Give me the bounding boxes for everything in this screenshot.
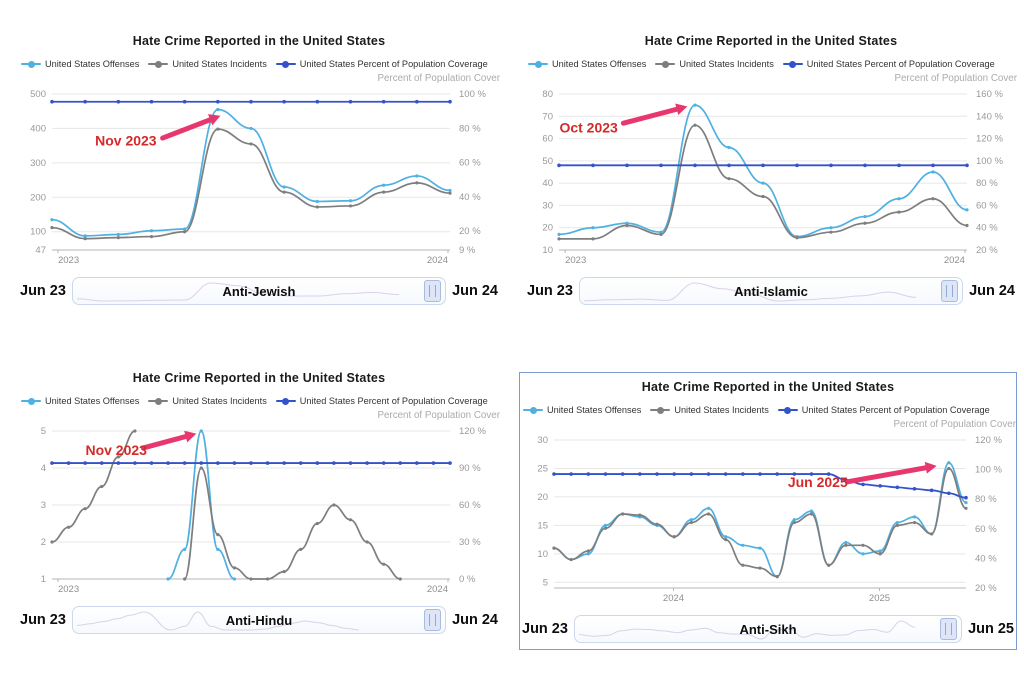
svg-text:80 %: 80 % <box>975 494 997 506</box>
right-axis-title: Percent of Population Cover <box>893 419 1016 430</box>
svg-text:120 %: 120 % <box>975 435 1002 446</box>
svg-text:80 %: 80 % <box>459 123 481 135</box>
svg-text:2024: 2024 <box>426 584 449 595</box>
legend-item-incidents[interactable] <box>650 405 768 415</box>
chart-legend <box>520 405 1016 415</box>
svg-text:200: 200 <box>30 192 46 204</box>
chart-legend <box>525 59 1017 69</box>
svg-text:25: 25 <box>537 463 548 475</box>
chart-legend <box>18 396 500 406</box>
svg-text:100: 100 <box>30 226 46 238</box>
nav-slider-handle[interactable] <box>941 280 958 302</box>
svg-text:400: 400 <box>30 123 46 135</box>
svg-text:160 %: 160 % <box>976 89 1003 100</box>
category-label: Anti-Jewish <box>222 283 296 299</box>
svg-text:2024: 2024 <box>943 255 965 266</box>
nav-start-date-label: Jun 23 <box>20 283 66 299</box>
svg-text:20: 20 <box>537 491 548 503</box>
nav-end-date-label: Jun 24 <box>452 612 498 628</box>
chart-legend <box>18 59 500 69</box>
offenses-series-marker-icon <box>21 400 41 402</box>
svg-text:100 %: 100 % <box>975 464 1002 476</box>
svg-text:Nov 2023: Nov 2023 <box>95 132 157 149</box>
nav-start-date-label: Jun 23 <box>20 612 66 628</box>
svg-text:5: 5 <box>542 577 548 589</box>
chart-title: Hate Crime Reported in the United States <box>132 371 386 385</box>
chart-title: Hate Crime Reported in the United States <box>641 380 895 394</box>
range-navigator <box>520 615 1016 643</box>
svg-text:60 %: 60 % <box>459 500 481 511</box>
chart-title: Hate Crime Reported in the United States <box>132 34 386 48</box>
svg-text:0 %: 0 % <box>459 574 476 585</box>
nav-slider-handle[interactable] <box>424 280 441 302</box>
nav-end-date-label: Jun 24 <box>969 283 1015 299</box>
legend-label-incidents: United States Incidents <box>172 396 267 406</box>
svg-text:40 %: 40 % <box>975 553 997 565</box>
percent-series-marker-icon <box>276 400 296 402</box>
incidents-series-marker-icon <box>148 63 168 65</box>
nav-end-date-label: Jun 25 <box>968 621 1014 637</box>
svg-text:20 %: 20 % <box>459 226 481 238</box>
legend-label-incidents: United States Incidents <box>679 59 774 69</box>
category-label: Anti-Hindu <box>225 612 293 628</box>
legend-label-offenses: United States Offenses <box>547 405 642 415</box>
svg-text:60 %: 60 % <box>976 200 998 212</box>
svg-text:100 %: 100 % <box>976 155 1003 167</box>
offenses-series-marker-icon <box>528 63 548 65</box>
nav-start-date-label: Jun 23 <box>522 621 568 637</box>
svg-text:Oct 2023: Oct 2023 <box>559 119 618 136</box>
range-navigator <box>18 606 500 634</box>
svg-text:60: 60 <box>542 133 553 145</box>
svg-text:10: 10 <box>542 245 553 256</box>
svg-text:4: 4 <box>40 463 46 474</box>
svg-text:2023: 2023 <box>57 255 80 266</box>
svg-text:30: 30 <box>537 435 548 446</box>
legend-item-percent-coverage[interactable] <box>783 59 995 69</box>
chart-title: Hate Crime Reported in the United States <box>644 34 898 48</box>
svg-text:9 %: 9 % <box>459 245 476 256</box>
svg-text:Nov 2023: Nov 2023 <box>85 442 147 459</box>
legend-item-offenses[interactable] <box>21 396 139 406</box>
chart-panel-anti-sikh-selected[interactable] <box>519 372 1017 650</box>
chart-panel-anti-hindu <box>18 364 500 654</box>
legend-item-percent-coverage[interactable] <box>276 59 488 69</box>
svg-text:60 %: 60 % <box>975 523 997 535</box>
svg-text:70: 70 <box>542 111 553 123</box>
legend-item-percent-coverage[interactable] <box>276 396 488 406</box>
category-label: Anti-Sikh <box>739 621 797 637</box>
svg-text:15: 15 <box>537 520 548 532</box>
svg-text:3: 3 <box>40 500 46 511</box>
legend-label-offenses: United States Offenses <box>45 396 140 406</box>
nav-range-track[interactable] <box>72 277 446 305</box>
svg-text:40 %: 40 % <box>976 222 998 234</box>
legend-item-percent-coverage[interactable] <box>778 405 990 415</box>
legend-label-percent-coverage: United States Percent of Population Coverage <box>299 396 488 406</box>
svg-text:120 %: 120 % <box>976 133 1003 145</box>
svg-text:40: 40 <box>542 178 553 190</box>
svg-text:140 %: 140 % <box>976 111 1003 123</box>
nav-slider-handle[interactable] <box>940 618 957 640</box>
svg-text:500: 500 <box>30 89 46 100</box>
svg-text:30 %: 30 % <box>459 537 481 548</box>
chart-plot-area[interactable] <box>525 86 1017 272</box>
nav-start-date-label: Jun 23 <box>527 283 573 299</box>
svg-text:2023: 2023 <box>565 255 587 266</box>
chart-plot-area[interactable] <box>18 86 500 272</box>
right-axis-title: Percent of Population Cover <box>377 410 500 421</box>
legend-label-offenses: United States Offenses <box>45 59 140 69</box>
right-axis-title: Percent of Population Cover <box>894 73 1017 84</box>
nav-range-track[interactable] <box>574 615 962 643</box>
legend-label-percent-coverage: United States Percent of Population Coverage <box>299 59 488 69</box>
svg-text:300: 300 <box>30 157 46 169</box>
legend-label-offenses: United States Offenses <box>552 59 647 69</box>
percent-series-marker-icon <box>276 63 296 65</box>
incidents-series-marker-icon <box>650 409 670 411</box>
svg-text:80 %: 80 % <box>976 178 998 190</box>
legend-label-percent-coverage: United States Percent of Population Coverage <box>801 405 990 415</box>
svg-text:2024: 2024 <box>426 255 449 266</box>
legend-label-percent-coverage: United States Percent of Population Coverage <box>806 59 995 69</box>
nav-range-track[interactable] <box>579 277 963 305</box>
svg-text:60 %: 60 % <box>459 157 481 169</box>
svg-text:2: 2 <box>40 537 46 548</box>
legend-item-incidents[interactable] <box>148 59 266 69</box>
right-axis-title: Percent of Population Cover <box>377 73 500 84</box>
chart-plot-area[interactable] <box>520 432 1016 610</box>
svg-text:5: 5 <box>40 426 46 437</box>
svg-text:50: 50 <box>542 155 553 167</box>
legend-item-offenses[interactable] <box>523 405 641 415</box>
svg-text:2024: 2024 <box>662 593 685 604</box>
percent-series-marker-icon <box>783 63 803 65</box>
svg-text:120 %: 120 % <box>459 426 486 437</box>
svg-text:20: 20 <box>542 222 553 234</box>
range-navigator <box>525 277 1017 305</box>
legend-item-offenses[interactable] <box>21 59 139 69</box>
svg-text:40 %: 40 % <box>459 191 481 203</box>
svg-text:20 %: 20 % <box>976 245 998 256</box>
offenses-series-marker-icon <box>523 409 543 411</box>
legend-label-incidents: United States Incidents <box>172 59 267 69</box>
nav-range-track[interactable] <box>72 606 446 634</box>
percent-series-marker-icon <box>778 409 798 411</box>
svg-text:30: 30 <box>542 200 553 212</box>
svg-text:80: 80 <box>542 89 553 100</box>
svg-text:1: 1 <box>40 574 46 585</box>
nav-slider-handle[interactable] <box>424 609 441 631</box>
legend-label-incidents: United States Incidents <box>674 405 769 415</box>
svg-text:2023: 2023 <box>57 584 80 595</box>
chart-panel-anti-islamic <box>525 8 1017 312</box>
range-navigator <box>18 277 500 305</box>
offenses-series-marker-icon <box>21 63 41 65</box>
category-label: Anti-Islamic <box>734 283 808 299</box>
legend-item-incidents[interactable] <box>655 59 773 69</box>
svg-text:47: 47 <box>35 245 46 256</box>
svg-text:90 %: 90 % <box>459 463 481 474</box>
chart-panel-anti-jewish <box>18 8 500 312</box>
incidents-series-marker-icon <box>148 400 168 402</box>
chart-plot-area[interactable] <box>18 423 500 601</box>
svg-text:10: 10 <box>537 548 548 560</box>
incidents-series-marker-icon <box>655 63 675 65</box>
svg-text:Jun 2025: Jun 2025 <box>787 474 848 491</box>
nav-end-date-label: Jun 24 <box>452 283 498 299</box>
svg-text:2025: 2025 <box>868 593 891 604</box>
legend-item-offenses[interactable] <box>528 59 646 69</box>
svg-text:100 %: 100 % <box>459 89 486 100</box>
legend-item-incidents[interactable] <box>148 396 266 406</box>
svg-text:20 %: 20 % <box>975 583 997 594</box>
